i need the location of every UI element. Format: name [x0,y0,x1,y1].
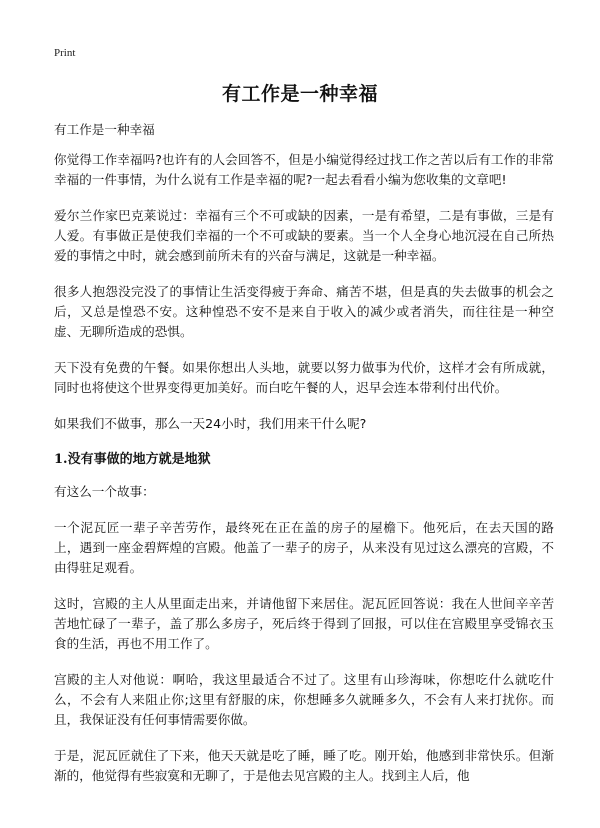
paragraph: 这时，宫殿的主人从里面走出来，并请他留下来居住。泥瓦匠回答说：我在人世间辛辛苦苦地忙碌了一辈子，盖了那么多房子，死后终于得到了回报，可以住在宫殿里享受锦衣玉食的生活，再也不用工作了。 [54,596,554,651]
paragraph: 宫殿的主人对他说：啊哈，我这里最适合不过了。这里有山珍海味，你想吃什么就吃什么，不会有人来阻止你;这里有舒服的床，你想睡多久就睡多久，不会有人来打扰你。而且，我保证没有任何事情需要你做。 [54,672,554,727]
paragraph: 你觉得工作幸福吗?也许有的人会回答不，但是小编觉得经过找工作之苦以后有工作的非常幸福的一件事情，为什么说有工作是幸福的呢?一起去看看小编为您收集的文章吧! [54,152,554,187]
paragraph: 一个泥瓦匠一辈子辛苦劳作，最终死在正在盖的房子的屋檐下。他死后，在去天国的路上，遇到一座金碧辉煌的宫殿。他盖了一辈子的房子，从来没有见过这么漂亮的宫殿，不由得驻足观看。 [54,520,554,575]
paragraph: 天下没有免费的午餐。如果你想出人头地，就要以努力做事为代价，这样才会有所成就，同时也将使这个世界变得更加美好。而白吃午餐的人，迟早会连本带利付出代价。 [54,360,554,395]
article-subtitle: 有工作是一种幸福 [54,122,155,137]
print-link[interactable]: Print [54,47,76,59]
paragraph: 爱尔兰作家巴克莱说过：幸福有三个不可或缺的因素，一是有希望，二是有事做，三是有人爱。有事做正是使我们幸福的一个不可或缺的要素。当一个人全身心地沉浸在自己所热爱的事情之中时，就会感到前所未有的兴奋与满足，这就是一种幸福。 [54,208,554,263]
paragraph: 如果我们不做事，那么一天24小时，我们用来干什么呢? [54,416,367,431]
page-title: 有工作是一种幸福 [221,83,378,105]
paragraph: 很多人抱怨没完没了的事情让生活变得疲于奔命、痛苦不堪，但是真的失去做事的机会之后，又总是惶恐不安。这种惶恐不安不是来自于收入的减少或者消失，而往往是一种空虚、无聊所造成的恐惧。 [54,284,554,339]
article-body [54,120,554,802]
paragraph: 于是，泥瓦匠就住了下来，他天天就是吃了睡，睡了吃。刚开始，他感到非常快乐。但渐渐的，他觉得有些寂寞和无聊了，于是他去见宫殿的主人。找到主人后，他 [54,748,554,783]
section-heading: 1.没有事做的地方就是地狱 [54,452,211,467]
paragraph: 有这么一个故事： [54,484,155,499]
